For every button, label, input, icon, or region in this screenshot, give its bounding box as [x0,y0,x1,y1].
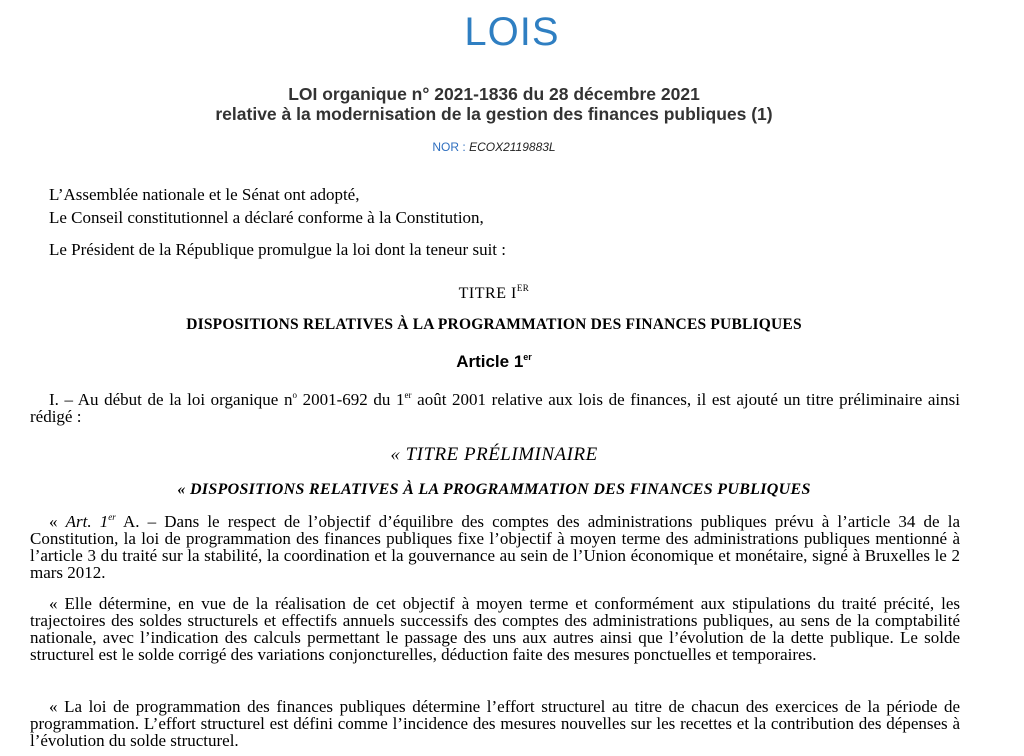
article-label [0,352,988,372]
section-label: LOIS [464,10,560,54]
inserted-article-1er-a [30,509,960,581]
inserted-paragraph-3: « La loi de programmation des finances publiques détermine l’effort structurel au titre de chacun des exercices de la période de programmation. L’effort structurel est défini comme l’incidence des mesures nouvelles sur les recettes et la contribution des dépenses à l’évolution du solde structurel. [30,697,960,750]
art-label: Art. 1 [65,512,109,531]
preamble-line-2: Le Conseil constitutionnel a déclaré conforme à la Constitution, [49,208,484,227]
intro-part2: 2001-692 du 1 [296,390,405,409]
intro-part1: I. – Au début de la loi organique n [49,390,293,409]
titre-label [0,283,988,303]
article-label-text: Article 1 [456,352,524,371]
article-label-sup: er [523,352,532,362]
intro-part3: août 2001 relative aux lois de finances, il est ajouté un titre préliminaire ainsi rédigé : [30,390,960,426]
inserted-heading: « DISPOSITIONS RELATIVES À LA PROGRAMMATION DES FINANCES PUBLIQUES [177,481,811,498]
art-label-sup: er [108,512,116,522]
inserted-paragraph-2: « Elle détermine, en vue de la réalisation de cet objectif à moyen terme et conformément aux stipulations du traité précité, les trajectoires des soldes structurels et effectifs annuels successifs des comptes des administrations publiques, au sens de la comptabilité nationale, avec l’indication des calculs permettant le passage des uns aux autres ainsi que l’évolution de la dette publique. Le solde structurel est le solde corrigé des variations conjoncturelles, déduction faite des mesures ponctuelles et temporaires. [30,594,960,664]
paragraph-intro [30,387,960,425]
law-title-line2: relative à la modernisation de la gestion des finances publiques (1) [215,104,773,124]
preamble-line-1: L’Assemblée nationale et le Sénat ont adopté, [49,185,360,204]
nor-label: NOR : [432,140,466,154]
titre-label-text: TITRE I [458,285,517,302]
nor-reference [0,140,988,154]
inserted-titre: « TITRE PRÉLIMINAIRE [390,444,598,465]
preamble-line-3: Le Président de la République promulgue la loi dont la teneur suit : [49,240,507,259]
art-text: A. – Dans le respect de l’objectif d’équilibre des comptes des administrations publiques prévu à l’article 34 de la Constitution, la loi de programmation des finances publiques fixe l’objectif à moyen terme des administrations publiques mentionné à l’article 3 du traité sur la stabilité, la coordination et la gouvernance au sein de l’Union économique et monétaire, signé à Bruxelles le 2 mars 2012. [30,512,960,582]
law-title [0,84,988,124]
nor-value: ECOX2119883L [469,140,556,154]
art-prefix: « [49,512,66,531]
titre-label-sup: ER [516,283,530,293]
intro-sup1: o [292,390,297,400]
law-title-line1: LOI organique n° 2021-1836 du 28 décembre 2021 [288,84,700,104]
titre-heading: DISPOSITIONS RELATIVES À LA PROGRAMMATION DES FINANCES PUBLIQUES [186,316,802,333]
intro-sup2: er [404,390,412,400]
